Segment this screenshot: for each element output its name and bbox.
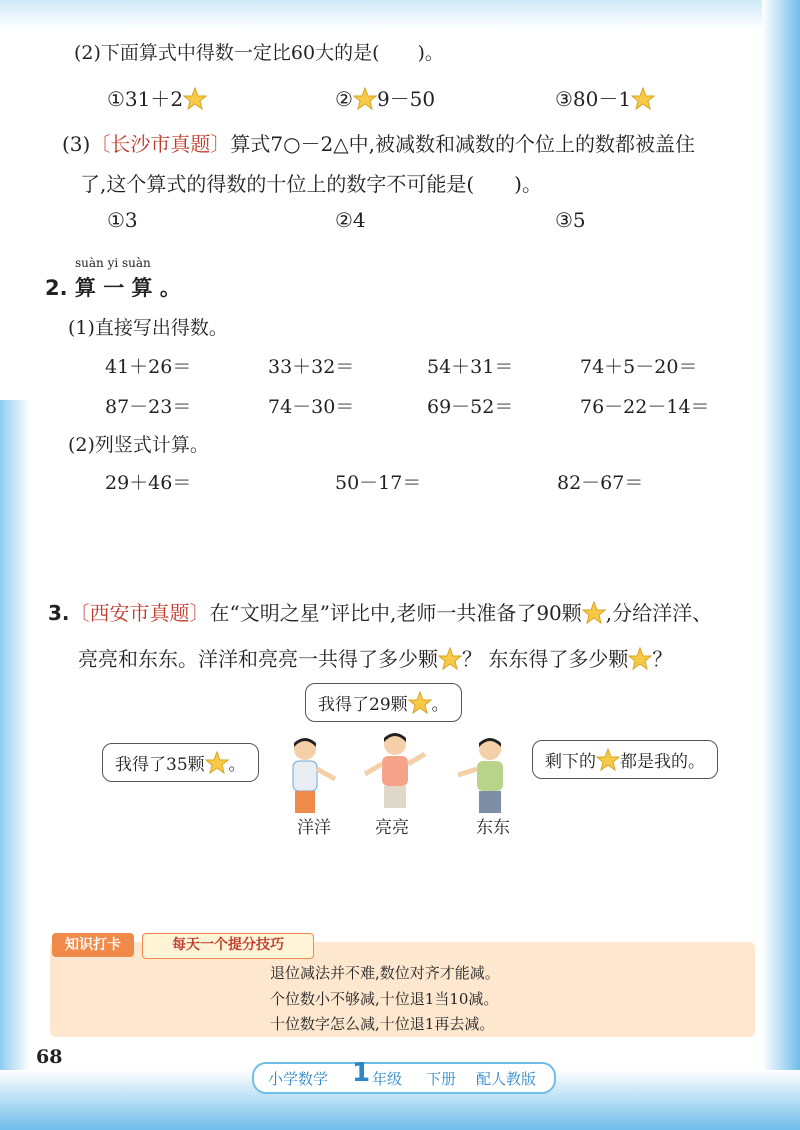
footer-subject: 小学数学 <box>268 1070 329 1088</box>
name-liangliang: 亮亮 <box>375 818 409 838</box>
section2-sub1: (1)直接写出得数。 <box>68 317 228 339</box>
section3-line2-end: ？ <box>652 647 673 671</box>
calc-1-2: 33＋32＝ <box>268 356 355 378</box>
tips-header <box>52 933 312 957</box>
calc-2-1: 87－23＝ <box>105 396 192 418</box>
q3-prefix: (3) <box>62 132 91 156</box>
vertical-calc-2: 50－17＝ <box>335 472 422 494</box>
section2-sub2: (2)列竖式计算。 <box>68 434 209 456</box>
calc-2-4: 76－22－14＝ <box>580 396 710 418</box>
page-number: 68 <box>36 1046 63 1068</box>
q3-option-3: ③5 <box>555 208 586 232</box>
star-icon <box>628 647 652 671</box>
q3-line1-text: 算式7○－2△中,被减数和减数的个位上的数都被盖住 <box>230 132 695 156</box>
section2-pinyin: suàn yi suàn <box>75 256 151 270</box>
calc-2-2: 74－30＝ <box>268 396 355 418</box>
q2-option-2 <box>335 83 435 112</box>
q2-option-3-text: ③80－1 <box>555 87 632 111</box>
footer-edition: 配人教版 <box>476 1070 537 1088</box>
tip-line-2: 个位数小不够减,十位退1当10减。 <box>270 990 499 1008</box>
section3-line2-text: 亮亮和东东。洋洋和亮亮一共得了多少颗 <box>78 647 438 671</box>
tips-subtitle: 每天一个提分技巧 <box>142 933 314 959</box>
section3-line1-text: 在“文明之星”评比中,老师一共准备了90颗 <box>209 601 582 625</box>
bubble-top-end: 。 <box>431 695 449 715</box>
speech-bubble-liangliang <box>305 683 462 722</box>
section3-line1-end: ,分给洋洋、 <box>605 601 713 625</box>
calc-1-3: 54＋31＝ <box>427 356 514 378</box>
calc-2-3: 69－52＝ <box>427 396 514 418</box>
star-icon <box>205 751 229 775</box>
bubble-right-text: 剩下的 <box>545 752 596 772</box>
section3-number: 3. <box>48 601 70 625</box>
footer-grade: 年级 <box>372 1070 403 1088</box>
footer-term: 下册 <box>426 1070 457 1088</box>
star-icon <box>353 87 377 111</box>
page-border-left <box>0 400 30 1130</box>
page-border-right <box>762 0 800 1130</box>
bubble-right-end: 都是我的。 <box>620 752 705 772</box>
q2-option-1-text: ①31＋2 <box>107 87 184 111</box>
star-icon <box>631 87 655 111</box>
boy-liangliang-figure <box>355 730 435 810</box>
vertical-calc-1: 29＋46＝ <box>105 472 192 494</box>
q2-stem: (2)下面算式中得数一定比60大的是( )。 <box>74 42 444 64</box>
q3-option-2: ②4 <box>335 208 366 232</box>
boy-dongdong-figure <box>450 735 520 815</box>
q3-line1 <box>62 128 695 157</box>
section2-title: 2. 算 一 算 。 <box>45 276 181 300</box>
name-dongdong: 东东 <box>476 818 510 838</box>
vertical-calc-3: 82－67＝ <box>557 472 644 494</box>
section3-line2-mid: ？ 东东得了多少颗 <box>462 647 629 671</box>
q3-line2: 了,这个算式的得数的十位上的数字不可能是( )。 <box>80 172 542 196</box>
star-icon <box>596 748 620 772</box>
q3-option-1: ①3 <box>107 208 138 232</box>
speech-bubble-dongdong <box>532 740 718 779</box>
page-border-top <box>0 0 800 30</box>
name-yangyang: 洋洋 <box>297 818 331 838</box>
boy-yangyang-figure <box>280 735 350 815</box>
tip-line-1: 退位减法并不难,数位对齐才能减。 <box>270 964 500 982</box>
footer-grade-number: 1 <box>352 1058 371 1088</box>
star-icon <box>582 601 606 625</box>
bubble-left-end: 。 <box>228 755 246 775</box>
calc-1-1: 41＋26＝ <box>105 356 192 378</box>
q2-option-1 <box>107 83 207 112</box>
star-icon <box>183 87 207 111</box>
star-icon <box>408 691 432 715</box>
tip-line-3: 十位数字怎么减,十位退1再去减。 <box>270 1015 495 1033</box>
section3-source-tag: 〔西安市真题〕 <box>69 601 210 625</box>
section3-line2 <box>78 643 672 672</box>
tips-label: 知识打卡 <box>52 933 134 957</box>
q2-option-3 <box>555 83 655 112</box>
star-icon <box>438 647 462 671</box>
bubble-left-text: 我得了35颗 <box>115 755 205 775</box>
bubble-top-text: 我得了29颗 <box>318 695 408 715</box>
q2-option-2-text: 9－50 <box>376 87 436 111</box>
footer-badge <box>252 1058 556 1094</box>
speech-bubble-yangyang <box>102 743 259 782</box>
section3-line1 <box>48 597 712 626</box>
calc-1-4: 74＋5－20＝ <box>580 356 698 378</box>
q2-option-2-num: ② <box>335 87 353 111</box>
q3-source-tag: 〔长沙市真题〕 <box>90 132 231 156</box>
